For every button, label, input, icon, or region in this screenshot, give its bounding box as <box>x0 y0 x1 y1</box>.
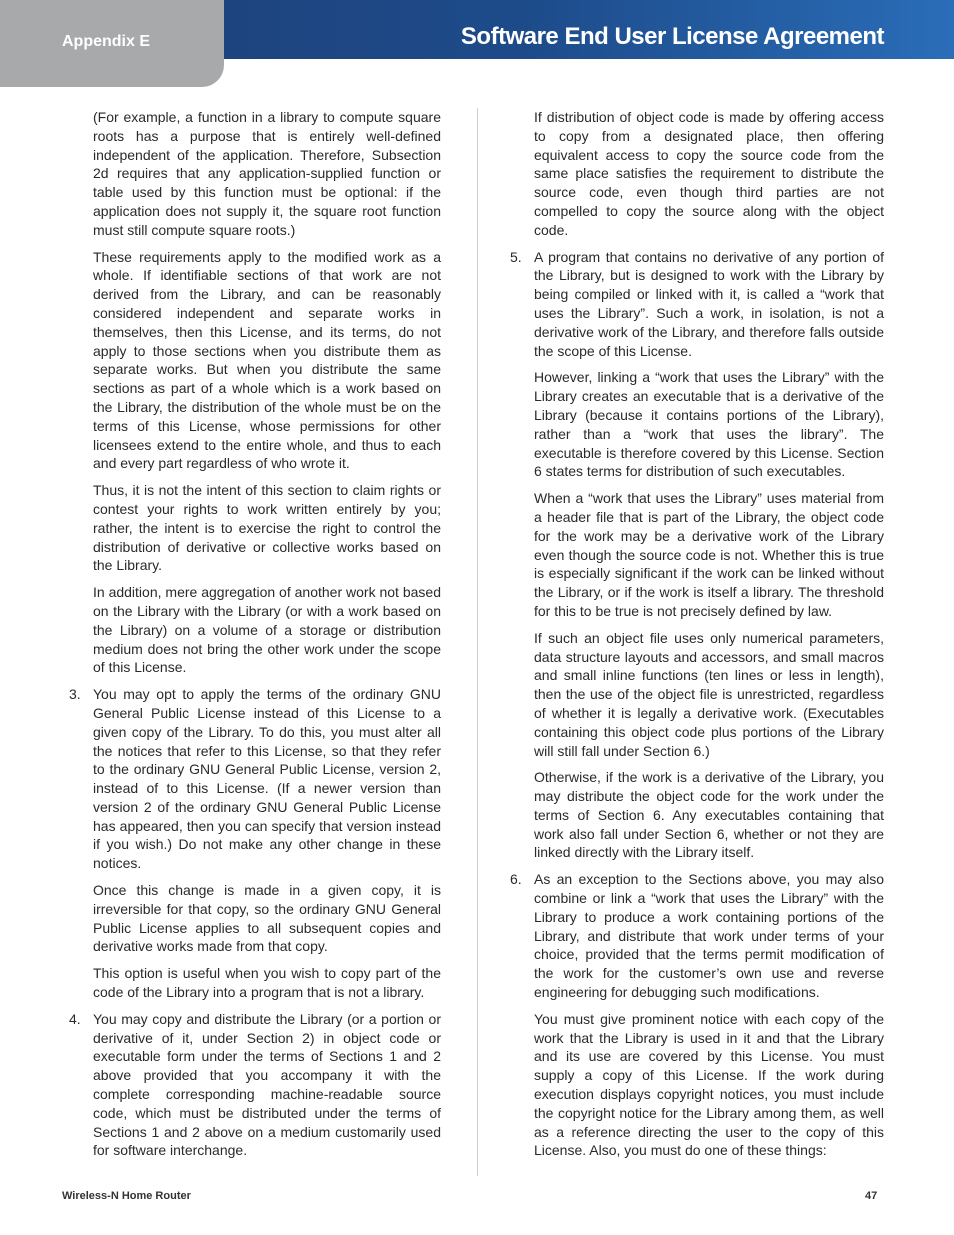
paragraph: In addition, mere aggregation of another work not based on the Library with the Library (or with a work based on the Library) on a volume of a storage or distribution medium does not bring the other work under the scope of this License. <box>93 584 441 676</box>
list-item-text: You may opt to apply the terms of the ordinary GNU General Public License instead of this License to a given copy of the Library. To do this, you must alter all the notices that refer to this License, so that they refer to the ordinary GNU General Public License, version 2, instead of to this License. (If a newer version than version 2 of the ordinary GNU General Public License has appeared, then you can specify that version instead if you wish.) Do not make any other change in these notices. <box>93 686 441 872</box>
footer-page-number: 47 <box>865 1190 878 1202</box>
page-title: Software End User License Agreement <box>460 23 884 50</box>
list-item-5 <box>505 248 884 361</box>
paragraph: Once this change is made in a given copy, it is irreversible for that copy, so the ordinary GNU General Public License applies to all subsequent copies and derivative works made from that copy. <box>93 882 441 955</box>
paragraph: Thus, it is not the intent of this section to claim rights or contest your rights to work written entirely by you; rather, the intent is to exercise the right to control the distribution of derivative or collective works based on the Library. <box>93 482 441 574</box>
left-column <box>64 108 441 1168</box>
appendix-label: Appendix E <box>62 33 151 50</box>
paragraph: This option is useful when you wish to copy part of the code of the Library into a program that is not a library. <box>93 965 441 1001</box>
paragraph: (For example, a function in a library to compute square roots has a purpose that is entirely well-defined independent of the application. Therefore, Subsection 2d requires that any application-supplied function or table used by this function must be optional: if the application does not supply it, the square root function must still compute square roots.) <box>93 109 441 238</box>
list-item-text: As an exception to the Sections above, you may also combine or link a “work that uses the Library” with the Library to produce a work containing portions of the Library, and distribute that work under terms of your choice, provided that the terms permit modification of the work for the customer’s own use and reverse engineering for debugging such modifications. <box>534 871 884 1001</box>
list-number: 4. <box>69 1010 81 1027</box>
right-column <box>505 108 884 1168</box>
footer-product-name: Wireless-N Home Router <box>62 1190 191 1202</box>
paragraph: If distribution of object code is made by offering access to copy from a designated place, then offering equivalent access to copy the source code from the same place satisfies the requirement to distribute the source code, even though third parties are not compelled to copy the source along with the object code. <box>534 109 884 238</box>
list-number: 3. <box>69 686 81 703</box>
paragraph: However, linking a “work that uses the Library” with the Library creates an executable that is a derivative of the Library (because it contains portions of the Library), rather than a “work that uses the library”. The executable is therefore covered by this License. Section 6 states terms for distribution of such executables. <box>534 369 884 480</box>
list-item-3 <box>64 685 441 873</box>
list-item-6 <box>505 870 884 1002</box>
list-number: 6. <box>510 871 522 888</box>
list-item-text: You may copy and distribute the Library (or a portion or derivative of it, under Section 2) in object code or executable form under the terms of Sections 1 and 2 above provided that you accompany it with the complete corresponding machine-readable source code, which must be distributed under the terms of Sections 1 and 2 above on a medium customarily used for software interchange. <box>93 1010 441 1159</box>
paragraph: If such an object file uses only numerical parameters, data structure layouts and accessors, and small macros and small inline functions (ten lines or less in length), then the use of the object file is unrestricted, regardless of whether it is legally a derivative work. (Executables containing this object code plus portions of the Library will still fall under Section 6.) <box>534 629 884 759</box>
list-item-4 <box>64 1010 441 1160</box>
list-item-text: A program that contains no derivative of any portion of the Library, but is designed to work with the Library by being compiled or linked with it, is called a “work that uses the Library”. Such a work, in isolation, is not a derivative work of the Library, and therefore falls outside the scope of this License. <box>534 248 884 359</box>
paragraph: When a “work that uses the Library” uses material from a header file that is part of the Library, the object code for the work may be a derivative work of the Library even though the source code is not. Whether this is true is especially significant if the work can be linked without the Library, or if the work is itself a library. The threshold for this to be true is not precisely defined by law. <box>534 490 884 619</box>
paragraph: Otherwise, if the work is a derivative of the Library, you may distribute the object code for the work under the terms of Section 6. Any executables containing that work also fall under Section 6, whether or not they are linked directly with the Library itself. <box>534 769 884 861</box>
paragraph: These requirements apply to the modified work as a whole. If identifiable sections of that work are not derived from the Library, and can be reasonably considered independent and separate works in themselves, then this License, and its terms, do not apply to those sections when you distribute them as separate works. But when you distribute the same sections as part of a whole which is a work based on the Library, the distribution of the whole must be on the terms of this License, whose permissions for other licensees extend to the entire whole, and thus to each and every part regardless of who wrote it. <box>93 248 441 472</box>
paragraph: You must give prominent notice with each copy of the work that the Library is used in it and that the Library and its use are covered by this License. You must supply a copy of this License. If the work during execution displays copyright notices, you must include the copyright notice for the Library among them, as well as a reference directing the user to the copy of this License. Also, you must do one of these things: <box>534 1010 884 1159</box>
list-number: 5. <box>510 248 522 265</box>
column-divider <box>477 108 478 1176</box>
